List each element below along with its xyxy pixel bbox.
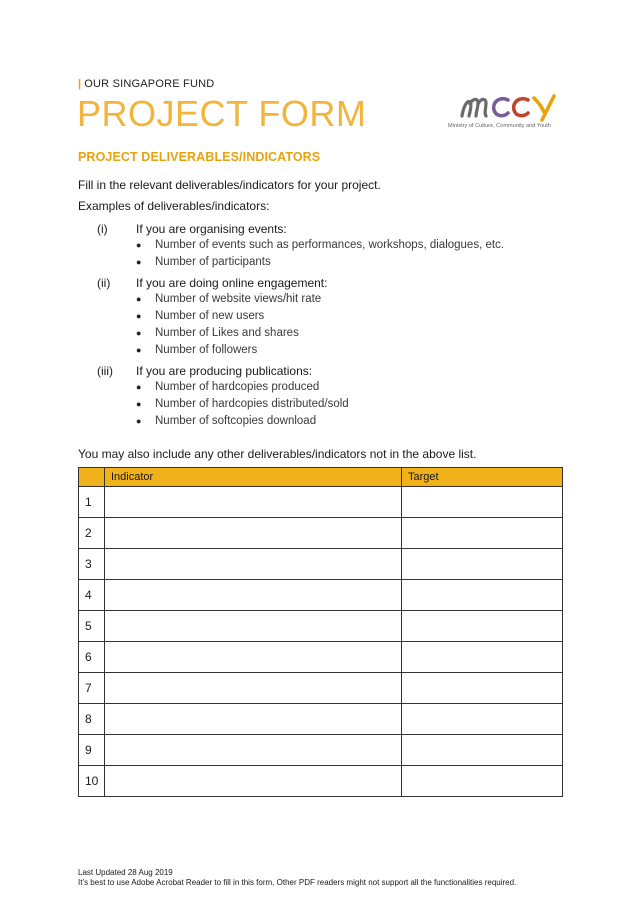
indicator-field[interactable] bbox=[105, 766, 402, 797]
row-number: 10 bbox=[79, 766, 105, 797]
footer bbox=[78, 868, 516, 888]
indicator-field[interactable] bbox=[105, 704, 402, 735]
fund-label-text: OUR SINGAPORE FUND bbox=[84, 78, 215, 90]
list-item bbox=[136, 344, 257, 356]
row-number: 9 bbox=[79, 735, 105, 766]
list-item-text: Number of hardcopies distributed/sold bbox=[155, 398, 349, 410]
list-item-text: Number of Likes and shares bbox=[155, 327, 299, 339]
bullet-icon: ● bbox=[136, 345, 142, 355]
indicator-field[interactable] bbox=[105, 735, 402, 766]
group-roman: (iii) bbox=[97, 364, 113, 378]
table-row bbox=[79, 487, 563, 518]
table-row bbox=[79, 518, 563, 549]
table-row bbox=[79, 673, 563, 704]
last-updated: Last Updated 28 Aug 2019 bbox=[78, 868, 173, 877]
group-roman: (i) bbox=[97, 222, 108, 236]
examples-heading: Examples of deliverables/indicators: bbox=[78, 199, 270, 213]
page-title: PROJECT FORM bbox=[77, 93, 367, 134]
list-item-text: Number of softcopies download bbox=[155, 415, 317, 427]
list-item bbox=[136, 327, 299, 339]
group-heading: If you are organising events: bbox=[136, 222, 287, 236]
other-note: You may also include any other deliverables/indicators not in the above list. bbox=[78, 447, 477, 461]
list-item-text: Number of new users bbox=[155, 310, 265, 322]
bullet-icon: ● bbox=[136, 399, 142, 409]
bullet-icon: ● bbox=[136, 328, 142, 338]
row-number: 4 bbox=[79, 580, 105, 611]
list-item bbox=[136, 398, 349, 410]
indicator-field[interactable] bbox=[105, 518, 402, 549]
target-field[interactable] bbox=[402, 580, 563, 611]
indicator-field[interactable] bbox=[105, 611, 402, 642]
target-field[interactable] bbox=[402, 487, 563, 518]
bullet-icon: ● bbox=[136, 382, 142, 392]
indicator-field[interactable] bbox=[105, 487, 402, 518]
table-row bbox=[79, 580, 563, 611]
header-blank-cell bbox=[79, 468, 105, 487]
list-item bbox=[136, 256, 271, 268]
intro-text: Fill in the relevant deliverables/indicators for your project. bbox=[78, 178, 381, 192]
accent-bar: | bbox=[78, 78, 82, 90]
indicator-field[interactable] bbox=[105, 673, 402, 704]
section-title: PROJECT DELIVERABLES/INDICATORS bbox=[78, 150, 321, 164]
list-item bbox=[136, 415, 316, 427]
list-item-text: Number of events such as performances, workshops, dialogues, etc. bbox=[155, 239, 505, 251]
group-roman: (ii) bbox=[97, 276, 111, 290]
list-item-text: Number of website views/hit rate bbox=[155, 293, 322, 305]
bullet-icon: ● bbox=[136, 257, 142, 267]
table-header-row bbox=[79, 468, 563, 487]
target-field[interactable] bbox=[402, 766, 563, 797]
target-field[interactable] bbox=[402, 673, 563, 704]
header-target: Target bbox=[402, 468, 563, 487]
list-item bbox=[136, 293, 321, 305]
row-number: 6 bbox=[79, 642, 105, 673]
fund-label bbox=[78, 78, 214, 90]
indicator-field[interactable] bbox=[105, 642, 402, 673]
mccy-logo bbox=[448, 90, 568, 136]
row-number: 1 bbox=[79, 487, 105, 518]
target-field[interactable] bbox=[402, 611, 563, 642]
list-item bbox=[136, 239, 504, 251]
bullet-icon: ● bbox=[136, 240, 142, 250]
deliverables-table bbox=[78, 467, 563, 797]
row-number: 3 bbox=[79, 549, 105, 580]
group-heading: If you are doing online engagement: bbox=[136, 276, 328, 290]
list-item-text: Number of followers bbox=[155, 344, 258, 356]
target-field[interactable] bbox=[402, 642, 563, 673]
row-number: 5 bbox=[79, 611, 105, 642]
target-field[interactable] bbox=[402, 735, 563, 766]
logo-caption: Ministry of Culture, Community and Youth bbox=[448, 123, 551, 129]
table-row bbox=[79, 549, 563, 580]
bullet-icon: ● bbox=[136, 416, 142, 426]
target-field[interactable] bbox=[402, 704, 563, 735]
list-item-text: Number of participants bbox=[155, 256, 271, 268]
bullet-icon: ● bbox=[136, 311, 142, 321]
table-row bbox=[79, 642, 563, 673]
row-number: 2 bbox=[79, 518, 105, 549]
list-item-text: Number of hardcopies produced bbox=[155, 381, 320, 393]
list-item bbox=[136, 310, 264, 322]
table-row bbox=[79, 735, 563, 766]
reader-note: It’s best to use Adobe Acrobat Reader to fill in this form. Other PDF readers might not support all the functionalities required. bbox=[78, 878, 517, 887]
indicator-field[interactable] bbox=[105, 580, 402, 611]
list-item bbox=[136, 381, 319, 393]
indicator-field[interactable] bbox=[105, 549, 402, 580]
table-row bbox=[79, 611, 563, 642]
header-indicator: Indicator bbox=[105, 468, 402, 487]
mccy-logo-mark bbox=[456, 90, 566, 122]
row-number: 7 bbox=[79, 673, 105, 704]
group-heading: If you are producing publications: bbox=[136, 364, 313, 378]
row-number: 8 bbox=[79, 704, 105, 735]
table-row bbox=[79, 766, 563, 797]
bullet-icon: ● bbox=[136, 294, 142, 304]
table-row bbox=[79, 704, 563, 735]
target-field[interactable] bbox=[402, 518, 563, 549]
target-field[interactable] bbox=[402, 549, 563, 580]
